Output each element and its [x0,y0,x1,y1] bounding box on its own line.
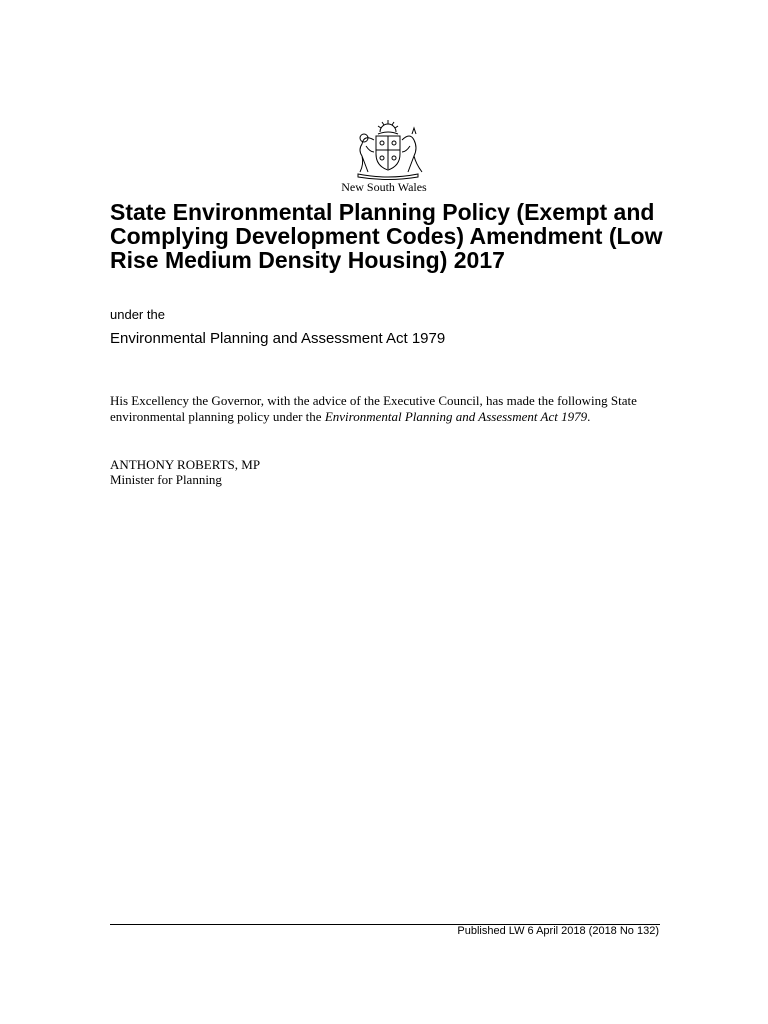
preamble-act: Environmental Planning and Assessment Act 1979 [324,409,588,424]
act-name: Environmental Planning and Assessment Act 1979 [110,330,446,347]
document-title: State Environmental Planning Policy (Exempt and Complying Development Codes) Amendment (Low Rise Medium Density Housing) 2017 [110,199,663,273]
preamble-text: His Excellency the Governor, with the advice of the Executive Council, has made the following State environmental planning policy under the [110,393,637,424]
preamble [110,393,670,425]
signatory-role: Minister for Planning [110,472,222,487]
signatory-name: ANTHONY ROBERTS, MP [110,457,261,472]
publication-note: Published LW 6 April 2018 (2018 No 132) [457,925,659,937]
jurisdiction-label: New South Wales [341,180,427,194]
under-label: under the [110,307,165,322]
signatory-block [110,457,260,487]
nsw-coat-of-arms-icon [344,116,432,180]
preamble-end: . [587,409,591,424]
